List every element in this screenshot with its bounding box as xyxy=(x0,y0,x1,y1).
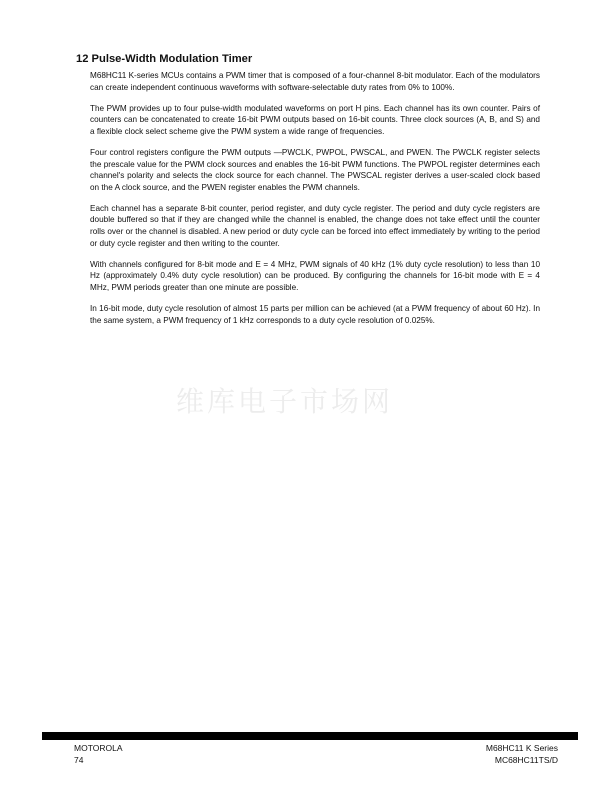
footer-rule xyxy=(42,732,578,740)
paragraph-control-registers: Four control registers configure the PWM outputs —PWCLK, PWPOL, PWSCAL, and PWEN. The PWCLK register selects the prescale value for the PWM clock sources and enables the 16-bit PWM functions. The PWPOL register determines each channel's polarity and selects the clock source for each channel. The PWSCAL register derives a user-scaled clock based on the A clock source, and the PWEN register enables the PWM channels. xyxy=(90,147,540,192)
footer-publisher: MOTOROLA xyxy=(74,743,123,753)
footer-product-series: M68HC11 K Series xyxy=(485,743,558,753)
paragraph-intro: M68HC11 K-series MCUs contains a PWM timer that is composed of a four-channel 8-bit modulator. Each of the modulators can create independent continuous waveforms with software-selectable duty rates from 0% to 100%. xyxy=(90,71,540,92)
paragraph-channel-registers: Each channel has a separate 8-bit counter, period register, and duty cycle register. The period and duty cycle registers are double buffered so that if they are changed while the channel is enabled, the change does not take effect until the counter rolls over or the channel is disabled. A new period or duty cycle can be forced into effect immediately by writing to the period or duty cycle register and then writing to the counter. xyxy=(90,203,540,248)
paragraph-outputs: The PWM provides up to four pulse-width modulated waveforms on port H pins. Each channel has its own counter. Pairs of counters can be concatenated to create 16-bit PWM outputs based on 16-bit counts. Three clock sources (A, B, and S) and a flexible clock select scheme give the PWM system a wide range of frequencies. xyxy=(90,103,540,136)
paragraph-16bit-mode: In 16-bit mode, duty cycle resolution of almost 15 parts per million can be achieved (at a PWM frequency of about 60 Hz). In the same system, a PWM frequency of 1 kHz corresponds to a duty cycle resolution of 0.025%. xyxy=(90,304,540,325)
footer-page-number: 74 xyxy=(74,755,84,765)
watermark: 维库电子市场网 xyxy=(176,385,394,418)
section-heading: 12 Pulse-Width Modulation Timer xyxy=(76,53,253,65)
paragraph-8bit-mode: With channels configured for 8-bit mode and E = 4 MHz, PWM signals of 40 kHz (1% duty cycle resolution) to less than 10 Hz (approximately 0.4% duty cycle resolution) can be produced. By configuring the channels for 16-bit mode with E = 4 MHz, PWM periods greater than one minute are possible. xyxy=(90,259,540,292)
footer-document-id: MC68HC11TS/D xyxy=(494,755,558,765)
body-text xyxy=(90,70,540,336)
